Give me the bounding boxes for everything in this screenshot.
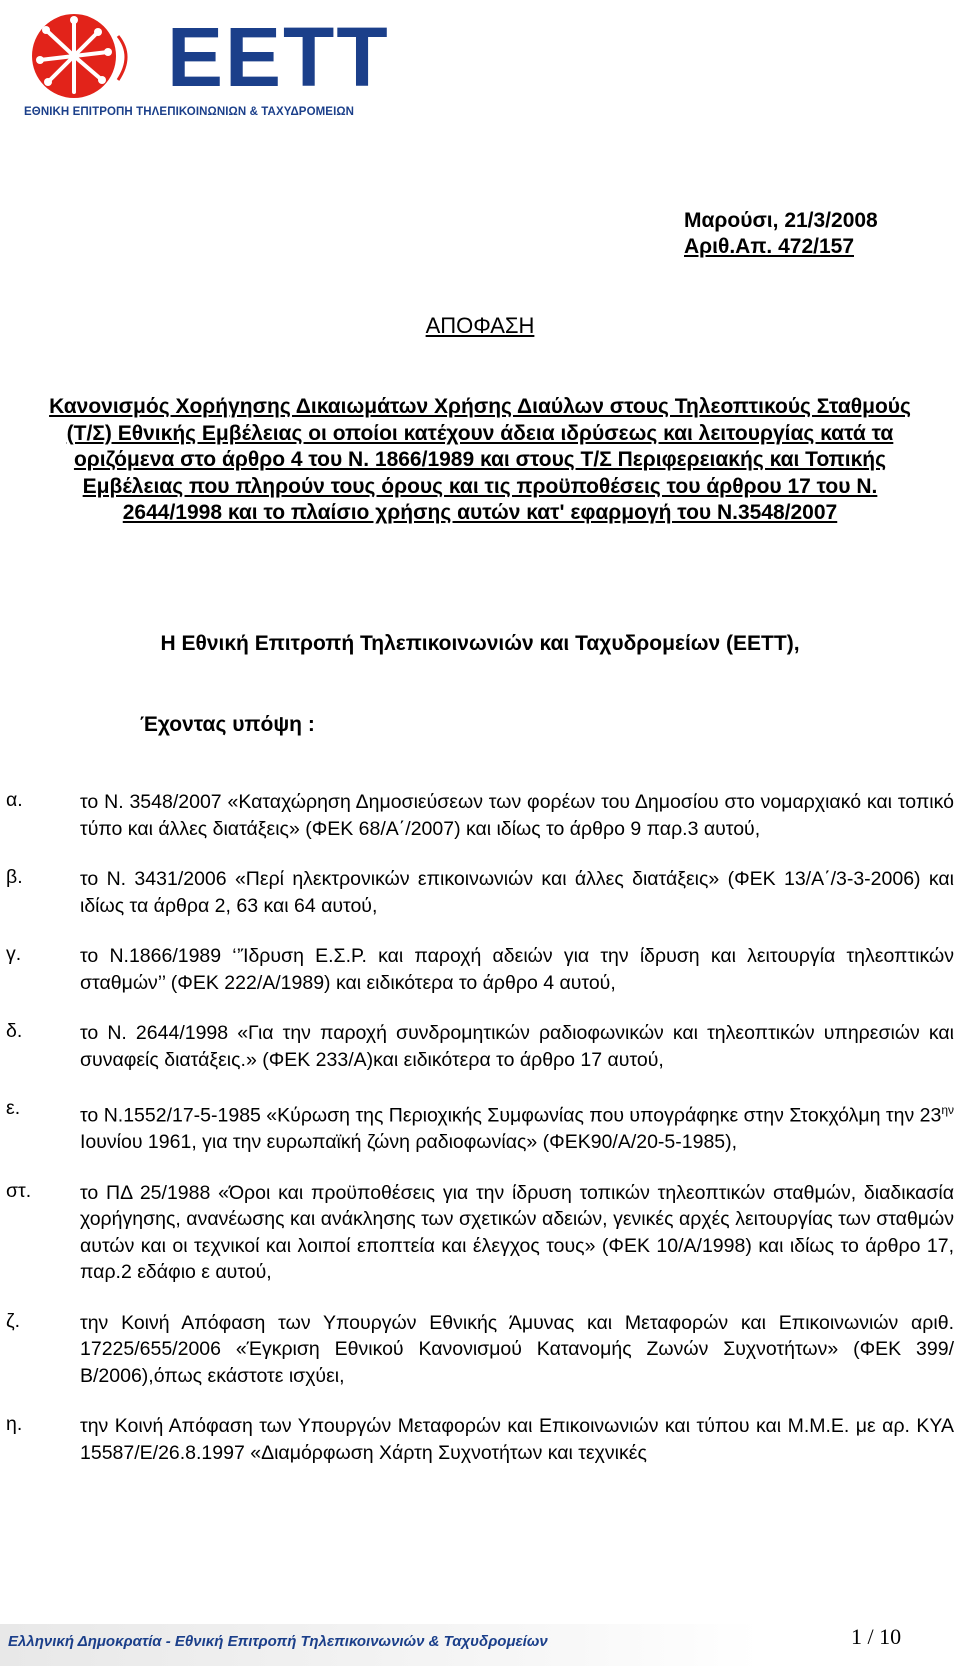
eett-logo [22, 6, 390, 124]
logo-subtitle: ΕΘΝΙΚΗ ΕΠΙΤΡΟΠΗ ΤΗΛΕΠΙΚΟΙΝΩΝΙΩΝ & ΤΑΧΥΔΡΟΜΕΙΩΝ [24, 106, 355, 118]
list-item [6, 1020, 954, 1073]
item-text-before: το Ν.1552/17-5-1985 «Κύρωση της Περιοχικής Συμφωνίας που υπογράφηκε στην Στοκχόλμη την 23 [80, 1104, 942, 1127]
item-marker: δ. [6, 1020, 23, 1042]
item-marker: ζ. [6, 1309, 21, 1332]
issuing-authority: Η Εθνική Επιτροπή Τηλεπικοινωνιών και Ταχυδρομείων (ΕΕΤΤ), [160, 632, 800, 655]
item-text: την Κοινή Απόφαση των Υπουργών Μεταφορών και Επικοινωνιών και τύπου και Μ.Μ.Ε. με αρ. ΚΥΑ 15587/Ε/26.8.1997 «Διαμόρφωση Χάρτη Συχνοτήτων και τεχνικές [80, 1415, 954, 1464]
item-text-superscript: ην [941, 1103, 954, 1117]
item-text: την Κοινή Απόφαση των Υπουργών Εθνικής Άμυνας και Μεταφορών και Επικοινωνιών αριθ. 17225/655/2006 «Έγκριση Εθνικού Κανονισμού Κατανομής Ζωνών Συχνοτήτων» (ΦΕΚ 399/Β/2006),όπως εκάστοτε ισχύει, [80, 1311, 954, 1387]
item-text: το Ν. 3548/2007 «Καταχώρηση Δημοσιεύσεων των φορέων του Δημοσίου στο νομαρχιακό και τοπικό τύπο και άλλες διατάξεις» (ΦΕΚ 68/Α΄/2007) και ιδίως το άρθρο 9 παρ.3 αυτού, [80, 791, 954, 840]
list-item [6, 789, 954, 842]
list-item [6, 866, 954, 919]
list-item [6, 1097, 954, 1156]
document-meta [684, 208, 878, 260]
decision-title: ΑΠΟΦΑΣΗ [425, 313, 535, 338]
list-item [6, 1413, 954, 1466]
item-marker: α. [6, 789, 23, 811]
list-item [6, 943, 954, 996]
eett-logo-mark-icon [22, 6, 147, 101]
item-marker: ε. [6, 1097, 21, 1119]
item-text-after: Ιουνίου 1961, για την ευρωπαϊκή ζώνη ραδιοφωνίας» (ΦΕΚ90/Α/20-5-1985), [80, 1131, 738, 1153]
reference-number: Αριθ.Απ. 472/157 [684, 235, 854, 258]
item-text: το Ν.1866/1989 ‘’Ίδρυση Ε.Σ.Ρ. και παροχή αδειών για την ίδρυση και λειτουργία τηλεοπτικών σταθμών’’ (ΦΕΚ 222/Α/1989) και ειδικότερα το άρθρο 4 αυτού, [80, 945, 954, 994]
page-number: 1 / 10 [851, 1624, 902, 1649]
list-item [6, 1180, 954, 1286]
place-date: Μαρούσι, 21/3/2008 [684, 209, 878, 232]
item-text [80, 1097, 954, 1156]
item-marker: η. [6, 1413, 23, 1435]
item-text: το ΠΔ 25/1988 «Όροι και προϋποθέσεις για την ίδρυση τοπικών τηλεοπτικών σταθμών, διαδικασία χορήγησης, ανανέωσης και ανάκλησης των σχετικών αδειών, γενικές αρχές λειτουργίας των σταθμών αυτών και οι τεχνικοί και λοιποί εποπτεία και έλεγχος τους» (ΦΕΚ 10/Α/1998) και ιδίως το άρθρο 17, παρ.2 εδάφιο ε αυτού, [80, 1181, 954, 1283]
legal-basis-list [6, 789, 954, 1490]
decision-subject: Κανονισμός Χορήγησης Δικαιωμάτων Χρήσης Διαύλων στους Τηλεοπτικούς Σταθμούς (Τ/Σ) Εθνικής Εμβέλειας οι οποίοι κατέχουν άδεια ιδρύσεως και λειτουργίας κατά τα οριζόμενα στο άρθρο 4 του Ν. 1866/1989 και στους Τ/Σ Περιφερειακής και Τοπικής Εμβέλειας που πληρούν τους όρους και τις προϋποθέσεις του άρθρου 17 του Ν. 2644/1998 και το πλαίσιο χρήσης αυτών κατ' εφαρμογή του Ν.3548/2007 [49, 395, 911, 524]
considering-heading: Έχοντας υπόψη : [140, 713, 315, 736]
item-text: το Ν. 2644/1998 «Για την παροχή συνδρομητικών ραδιοφωνικών και τηλεοπτικών υπηρεσιών και συναφείς διατάξεις.» (ΦΕΚ 233/Α)και ειδικότερα το άρθρο 17 αυτού, [80, 1022, 954, 1071]
logo-wordmark: ΕΕΤΤ [167, 10, 390, 104]
item-marker: γ. [6, 943, 22, 965]
item-text: το Ν. 3431/2006 «Περί ηλεκτρονικών επικοινωνιών και άλλες διατάξεις» (ΦΕΚ 13/Α΄/3-3-2006) και ιδίως τα άρθρα 2, 63 και 64 αυτού, [80, 868, 954, 917]
list-item [6, 1310, 954, 1390]
footer-text: Ελληνική Δημοκρατία - Εθνική Επιτροπή Τηλεπικοινωνιών & Ταχυδρομείων [8, 1633, 548, 1650]
item-marker: στ. [6, 1179, 32, 1202]
item-marker: β. [6, 866, 23, 888]
